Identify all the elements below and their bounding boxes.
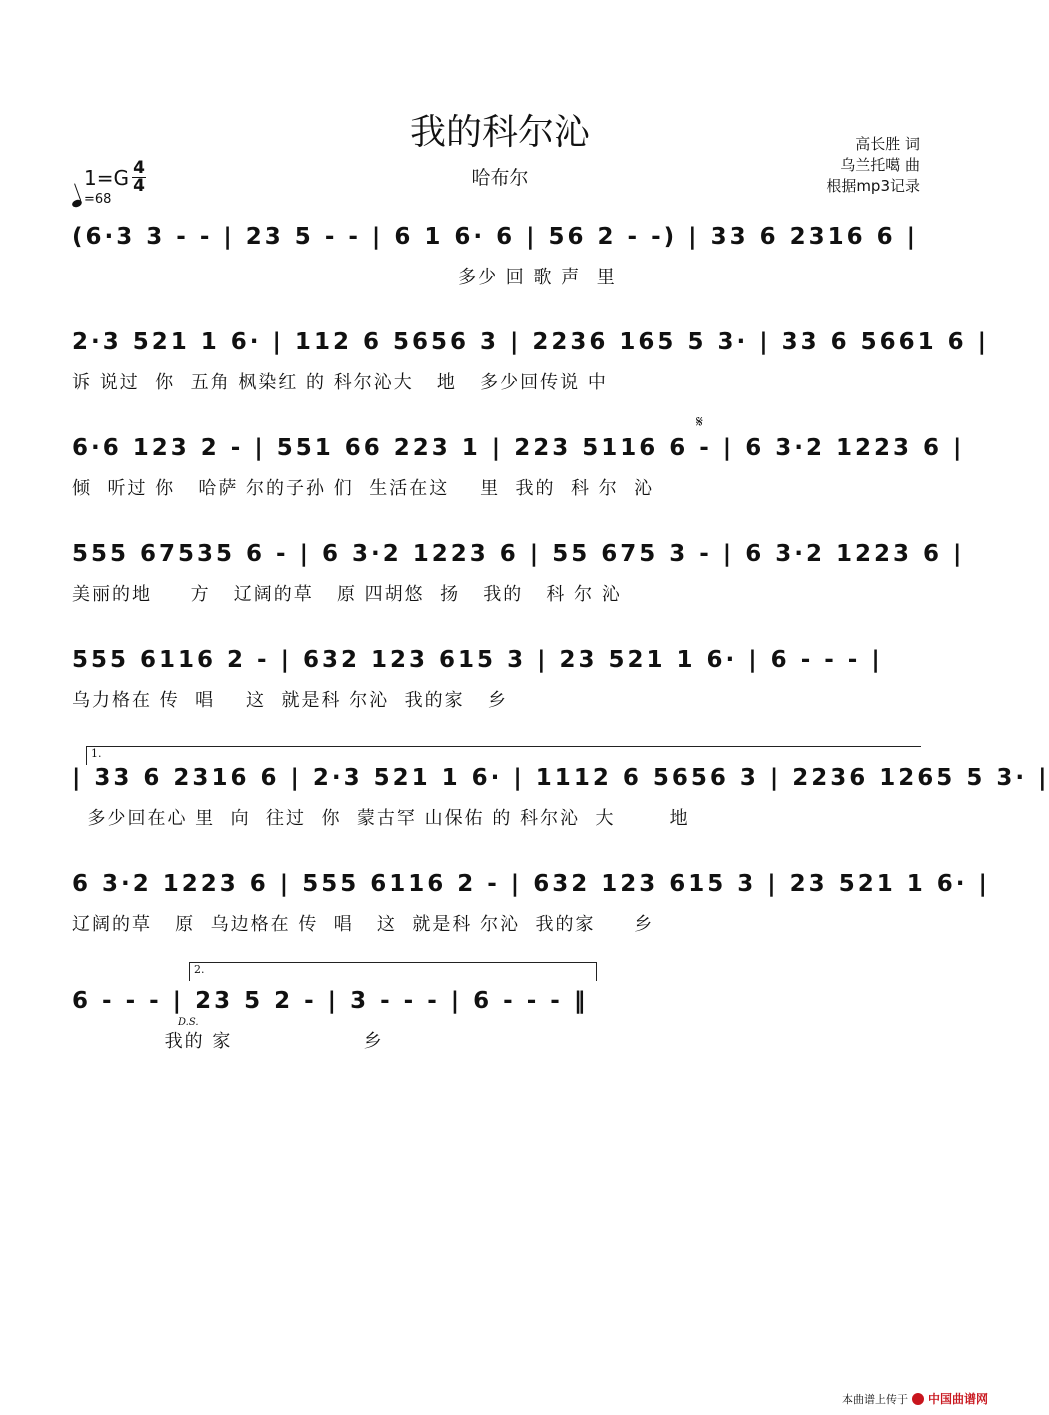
lyrics-line: 多少回在心 里 向 往过 你 蒙古罕 山保佑 的 科尔沁 大 地 — [72, 808, 690, 829]
notation-line: 6·6 123 2 - | 551 66 223 1 | 223 5116 6 - | 6 3·2 1223 6 | — [72, 435, 965, 461]
singer-name: 哈布尔 — [471, 167, 529, 189]
site-logo-icon — [912, 1393, 924, 1405]
lyrics-line: 美丽的地 方 辽阔的草 原 四胡悠 扬 我的 科 尔 沁 — [72, 584, 622, 605]
composer-credit: 乌兰托噶 曲 — [840, 156, 920, 174]
notation-line: 2·3 521 1 6· | 112 6 5656 3 | 2236 165 5 3· | 33 6 5661 6 | — [72, 329, 990, 355]
volta-1-label: 1. — [91, 747, 102, 760]
lyrics-line: 乌力格在 传 唱 这 就是科 尔沁 我的家 乡 — [72, 690, 508, 711]
lyrics-line: 多少 回 歌 声 里 — [72, 267, 617, 288]
segno-sign: 𝄋 — [696, 412, 703, 431]
notation-line: 555 67535 6 - | 6 3·2 1223 6 | 55 675 3 - | 6 3·2 1223 6 | — [72, 541, 965, 567]
source-credit: 根据mp3记录 — [826, 177, 920, 195]
lyrics-line: 倾 听过 你 哈萨 尔的子孙 们 生活在这 里 我的 科 尔 沁 — [72, 478, 655, 499]
time-signature-bottom: 4 — [133, 176, 145, 196]
lyrics-line: 辽阔的草 原 乌边格在 传 唱 这 就是科 尔沁 我的家 乡 — [72, 914, 655, 935]
notation-line: 555 6116 2 - | 632 123 615 3 | 23 521 1 6· | 6 - - - | — [72, 647, 883, 673]
site-name: 中国曲谱网 — [927, 1392, 988, 1406]
quarter-note-icon — [71, 199, 83, 209]
volta-2-bracket — [189, 962, 597, 981]
key-label: 1=G — [84, 165, 129, 190]
song-title: 我的科尔沁 — [409, 112, 590, 153]
lyrics-line: 诉 说过 你 五角 枫染红 的 科尔沁大 地 多少回传说 中 — [72, 372, 608, 393]
notation-line: | 33 6 2316 6 | 2·3 521 1 6· | 1112 6 5656 3 | 2236 1265 5 3· | — [72, 765, 1049, 791]
tempo-value: =68 — [84, 192, 112, 207]
notation-line: (6·3 3 - - | 23 5 - - | 6 1 6· 6 | 56 2 - -) | 33 6 2316 6 | — [72, 224, 919, 250]
time-signature — [132, 160, 146, 195]
notation-line: 6 - - - | 23 5 2 - | 3 - - - | 6 - - - ‖ — [72, 988, 589, 1014]
dal-segno-mark: D.S. — [178, 1017, 199, 1028]
time-signature-top: 4 — [133, 158, 145, 178]
key-signature — [84, 160, 146, 195]
notation-line: 6 3·2 1223 6 | 555 6116 2 - | 632 123 615 3 | 23 521 1 6· | — [72, 871, 990, 897]
credits — [826, 134, 920, 197]
volta-2-label: 2. — [194, 963, 205, 976]
upload-note: 本曲谱上传于 — [841, 1392, 908, 1406]
tempo-marking — [72, 192, 111, 207]
lyrics-line: 我的 家 乡 — [72, 1031, 384, 1052]
lyricist-credit: 高长胜 词 — [855, 135, 920, 153]
footer-watermark — [842, 1390, 988, 1407]
